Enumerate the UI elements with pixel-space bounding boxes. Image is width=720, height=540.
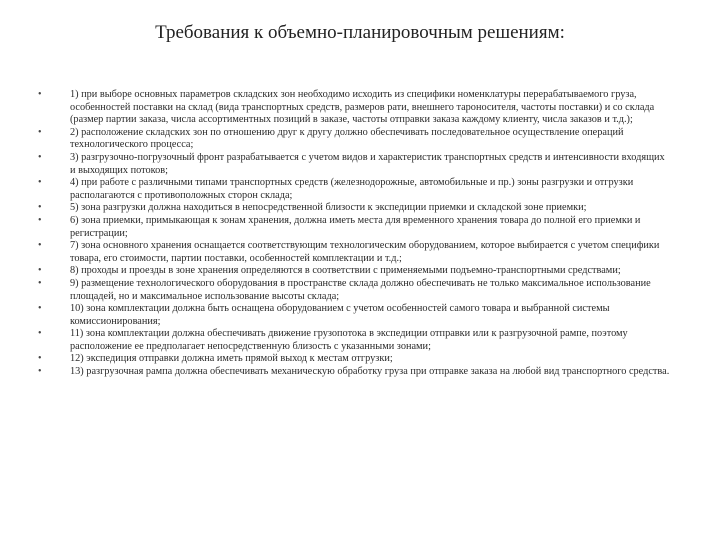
list-item [38, 278, 672, 303]
list-item-text: 3) разгрузочно-погрузочный фронт разрабатывается с учетом видов и характеристик транспортных средств и интенсивности входящих и выходящих потоков; [70, 151, 665, 176]
bullet-icon: • [38, 353, 42, 365]
list-item-text: 8) проходы и проезды в зоне хранения определяются в соответствии с применяемыми подъемно-транспортными средствами; [70, 265, 621, 277]
list-item [38, 127, 672, 152]
bullet-icon: • [38, 328, 42, 340]
list-item-text: 6) зона приемки, примыкающая к зонам хранения, должна иметь места для временного хранения товара до полной его приемки и регистрации; [70, 214, 641, 239]
list-item [38, 303, 672, 328]
list-item-text: 4) при работе с различными типами транспортных средств (железнодорожные, автомобильные и пр.) зоны разгрузки и отгрузки располагаются с противоположных сторон склада; [70, 177, 634, 201]
list-item [38, 89, 672, 127]
list-item-text: 1) при выборе основных параметров складских зон необходимо исходить из специфики номенклатуры перерабатываемого груза, особенностей поставки на склад (вида транспортных средств, размеров рати, внешнего тароносителя, частоты поставки) и со склада (размер партии заказа, числа ассортиментных позиций в заказе, частоты отправки заказа каждому клиенту, числа заказов и т.д.); [70, 89, 655, 126]
bullet-icon: • [38, 214, 42, 226]
list-item [38, 240, 672, 265]
list-item-text: 9) размещение технологического оборудования в пространстве склада должно обеспечивать не только максимальное использование площадей, но и максимальное использование высоты склада; [70, 277, 651, 302]
bullet-icon: • [38, 265, 42, 277]
bullet-icon: • [38, 177, 42, 189]
bullet-icon: • [38, 202, 42, 214]
bullet-icon: • [38, 240, 42, 252]
bullet-icon: • [38, 126, 42, 138]
bullet-icon: • [38, 277, 42, 289]
list-item-text: 2) расположение складских зон по отношению друг к другу должно обеспечивать последовательное осуществление операций технологического процесса; [70, 126, 624, 151]
slide-title: Требования к объемно-планировочным решениям: [155, 22, 565, 43]
list-item [38, 265, 672, 278]
list-item [38, 353, 672, 366]
list-item [38, 152, 672, 177]
bullet-icon: • [38, 303, 42, 315]
requirements-list [38, 89, 672, 379]
list-item-text: 10) зона комплектации должна быть оснащена оборудованием с учетом особенностей самого товара и выбранной системы комиссионирования; [70, 303, 610, 327]
list-item [38, 215, 672, 240]
list-item-text: 11) зона комплектации должна обеспечивать движение грузопотока в экспедиции отправки или к разгрузочной рампе, поэтому расположение ее предполагает непосредственную близость с указанными зонами; [70, 328, 628, 352]
list-item-text: 13) разгрузочная рампа должна обеспечивать механическую обработку груза при отправке заказа на любой вид транспортного средства. [70, 366, 670, 378]
list-item-text: 12) экспедиция отправки должна иметь прямой выход к местам отгрузки; [70, 353, 393, 365]
bullet-icon: • [38, 89, 42, 100]
list-item [38, 366, 672, 379]
list-item [38, 177, 672, 202]
bullet-icon: • [38, 151, 42, 163]
list-item-text: 5) зона разгрузки должна находиться в непосредственной близости к экспедиции приемки и складской зоне приемки; [70, 202, 587, 214]
bullet-icon: • [38, 366, 42, 378]
list-item [38, 202, 672, 215]
list-item-text: 7) зона основного хранения оснащается соответствующим технологическим оборудованием, которое выбирается с учетом специфики товара, его стоимости, партии поставки, особенностей комплектации и т.д.; [70, 240, 660, 264]
list-item [38, 328, 672, 353]
